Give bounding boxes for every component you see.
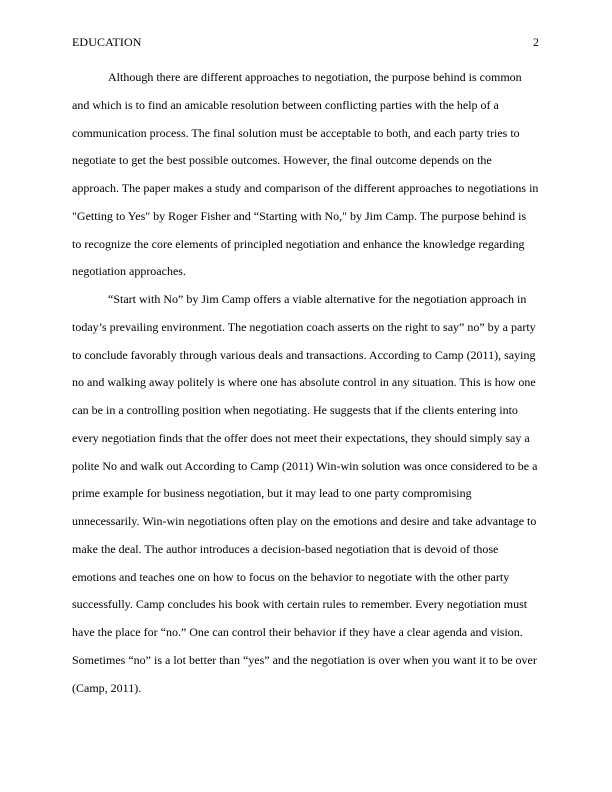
text-line: negotiate to get the best possible outcomes. However, the final outcome depends on the <box>72 153 492 168</box>
text-line: communication process. The final solution must be acceptable to both, and each party tries to <box>72 125 520 140</box>
text-line: approach. The paper makes a study and comparison of the different approaches to negotiations in <box>72 181 539 195</box>
paragraph-start-with-no <box>72 290 540 706</box>
text-line: Although there are different approaches to negotiation, the purpose behind is common <box>108 70 522 84</box>
text-line: have the place for “no.” One can control their behavior if they have a clear agenda and vision. <box>72 625 523 639</box>
text-line: every negotiation finds that the offer does not meet their expectations, they should simply say a <box>72 430 530 445</box>
text-line: to conclude favorably through various deals and transactions. According to Camp (2011), saying <box>72 347 536 362</box>
text-line: "Getting to Yes" by Roger Fisher and “Starting with No," by Jim Camp. The purpose behind is <box>72 208 527 223</box>
running-head: EDUCATION <box>72 35 142 49</box>
text-line: no and walking away politely is where one has absolute control in any situation. This is how one <box>72 375 536 390</box>
text-line: to recognize the core elements of principled negotiation and enhance the knowledge regarding <box>72 236 525 251</box>
text-line: unnecessarily. Win-win negotiations often play on the emotions and desire and take advantage to <box>72 514 537 528</box>
text-line: polite No and walk out According to Camp (2011) Win-win solution was once considered to be a <box>72 458 538 473</box>
body-text <box>72 68 540 706</box>
paragraph-intro <box>72 68 540 290</box>
text-line: prime example for business negotiation, but it may lead to one party compromising <box>72 486 472 501</box>
text-line: and which is to find an amicable resolution between conflicting parties with the help of a <box>72 97 499 112</box>
text-line: emotions and teaches one on how to focus on the behavior to negotiate with the other party <box>72 569 510 584</box>
text-line: (Camp, 2011). <box>72 680 142 695</box>
page-number: 2 <box>533 35 539 49</box>
text-line: can be in a controlling position when negotiating. He suggests that if the clients entering into <box>72 403 518 417</box>
text-line: negotiation approaches. <box>72 264 186 279</box>
text-line: successfully. Camp concludes his book with certain rules to remember. Every negotiation must <box>72 597 528 612</box>
text-line: today’s prevailing environment. The negotiation coach asserts on the right to say” no” by a party <box>72 319 536 334</box>
text-line: Sometimes “no” is a lot better than “yes” and the negotiation is over when you want it to be over <box>72 652 537 667</box>
text-line: make the deal. The author introduces a decision-based negotiation that is devoid of those <box>72 541 499 556</box>
text-line: “Start with No” by Jim Camp offers a viable alternative for the negotiation approach in <box>108 292 527 306</box>
